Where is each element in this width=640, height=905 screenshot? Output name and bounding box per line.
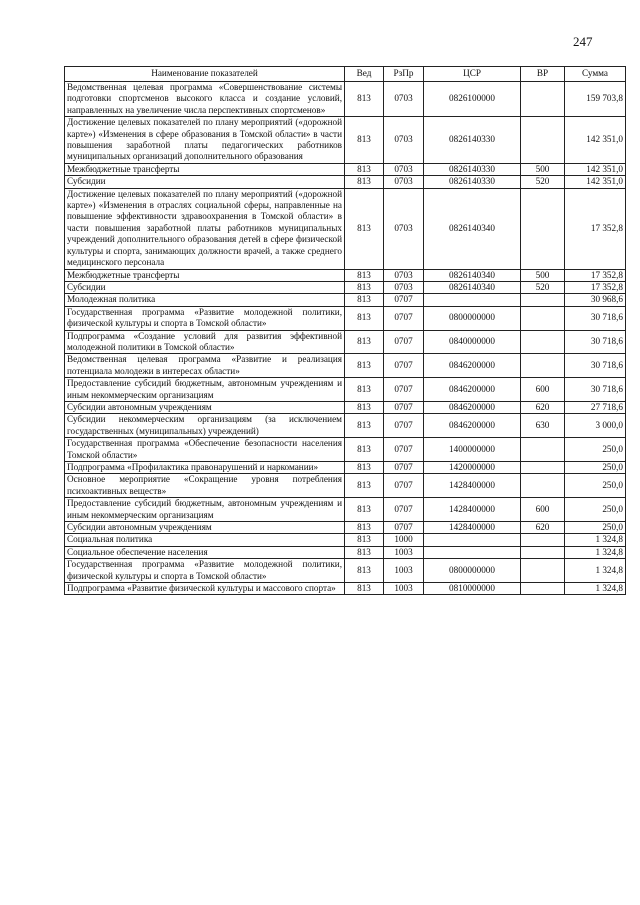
cell-rzpr: 0707 bbox=[384, 330, 424, 354]
cell-vr bbox=[521, 438, 565, 462]
cell-name: Подпрограмма «Профилактика правонарушений и наркомании» bbox=[65, 462, 345, 474]
table-row bbox=[65, 438, 626, 462]
cell-csr: 0826140340 bbox=[424, 188, 521, 269]
table-body bbox=[65, 82, 626, 595]
table-row bbox=[65, 82, 626, 117]
table-row bbox=[65, 281, 626, 293]
cell-sum: 142 351,0 bbox=[565, 117, 626, 164]
cell-sum: 30 718,6 bbox=[565, 378, 626, 402]
cell-ved: 813 bbox=[345, 117, 384, 164]
cell-csr bbox=[424, 534, 521, 546]
cell-csr: 0826140330 bbox=[424, 176, 521, 188]
cell-name: Межбюджетные трансферты bbox=[65, 269, 345, 281]
header-rzpr: РзПр bbox=[384, 67, 424, 82]
cell-vr bbox=[521, 583, 565, 595]
cell-vr bbox=[521, 559, 565, 583]
cell-rzpr: 0707 bbox=[384, 414, 424, 438]
cell-ved: 813 bbox=[345, 82, 384, 117]
table-row bbox=[65, 474, 626, 498]
cell-ved: 813 bbox=[345, 559, 384, 583]
budget-table bbox=[64, 66, 626, 595]
table-header-row bbox=[65, 67, 626, 82]
cell-csr: 0826100000 bbox=[424, 82, 521, 117]
cell-csr: 1428400000 bbox=[424, 522, 521, 534]
cell-sum: 27 718,6 bbox=[565, 401, 626, 413]
cell-name: Субсидии автономным учреждениям bbox=[65, 401, 345, 413]
cell-csr: 0826140330 bbox=[424, 117, 521, 164]
cell-rzpr: 0703 bbox=[384, 176, 424, 188]
cell-csr: 0846200000 bbox=[424, 354, 521, 378]
cell-csr: 0846200000 bbox=[424, 401, 521, 413]
cell-ved: 813 bbox=[345, 294, 384, 306]
cell-csr: 1428400000 bbox=[424, 474, 521, 498]
cell-ved: 813 bbox=[345, 438, 384, 462]
header-name: Наименование показателей bbox=[65, 67, 345, 82]
cell-rzpr: 0703 bbox=[384, 188, 424, 269]
cell-vr bbox=[521, 188, 565, 269]
table-row bbox=[65, 583, 626, 595]
cell-sum: 30 968,6 bbox=[565, 294, 626, 306]
cell-vr bbox=[521, 462, 565, 474]
cell-ved: 813 bbox=[345, 269, 384, 281]
cell-rzpr: 1003 bbox=[384, 559, 424, 583]
cell-ved: 813 bbox=[345, 546, 384, 558]
cell-name: Государственная программа «Обеспечение безопасности населения Томской области» bbox=[65, 438, 345, 462]
table-row bbox=[65, 269, 626, 281]
cell-vr: 600 bbox=[521, 498, 565, 522]
cell-name: Межбюджетные трансферты bbox=[65, 163, 345, 175]
cell-name: Социальное обеспечение населения bbox=[65, 546, 345, 558]
cell-sum: 142 351,0 bbox=[565, 176, 626, 188]
cell-name: Подпрограмма «Создание условий для развития эффективной молодежной политики в Томской области» bbox=[65, 330, 345, 354]
table-row bbox=[65, 522, 626, 534]
cell-sum: 17 352,8 bbox=[565, 269, 626, 281]
cell-csr: 1400000000 bbox=[424, 438, 521, 462]
cell-name: Подпрограмма «Развитие физической культуры и массового спорта» bbox=[65, 583, 345, 595]
cell-vr bbox=[521, 474, 565, 498]
cell-rzpr: 1003 bbox=[384, 583, 424, 595]
cell-sum: 250,0 bbox=[565, 438, 626, 462]
cell-sum: 1 324,8 bbox=[565, 559, 626, 583]
header-vr: ВР bbox=[521, 67, 565, 82]
cell-ved: 813 bbox=[345, 414, 384, 438]
cell-ved: 813 bbox=[345, 474, 384, 498]
cell-vr: 500 bbox=[521, 269, 565, 281]
cell-csr bbox=[424, 294, 521, 306]
cell-name: Достижение целевых показателей по плану мероприятий («дорожной карте») «Изменения в отраслях социальной сферы, направленные на повышение эффективности здравоохранения в Томской области» в части повышения заработной платы работников муниципальных учреждений дополнительного образования детей в сфере физической культуры и спорта, занимающих должности врачей, а также среднего медицинского персонала bbox=[65, 188, 345, 269]
cell-csr: 0800000000 bbox=[424, 306, 521, 330]
cell-csr: 0826140340 bbox=[424, 281, 521, 293]
cell-sum: 159 703,8 bbox=[565, 82, 626, 117]
cell-sum: 17 352,8 bbox=[565, 281, 626, 293]
cell-rzpr: 0707 bbox=[384, 498, 424, 522]
cell-rzpr: 0703 bbox=[384, 281, 424, 293]
cell-ved: 813 bbox=[345, 378, 384, 402]
cell-csr: 0826140330 bbox=[424, 163, 521, 175]
header-ved: Вед bbox=[345, 67, 384, 82]
table-row bbox=[65, 354, 626, 378]
header-csr: ЦСР bbox=[424, 67, 521, 82]
cell-sum: 142 351,0 bbox=[565, 163, 626, 175]
cell-csr: 1420000000 bbox=[424, 462, 521, 474]
cell-vr bbox=[521, 117, 565, 164]
cell-csr: 0800000000 bbox=[424, 559, 521, 583]
cell-sum: 30 718,6 bbox=[565, 330, 626, 354]
cell-sum: 3 000,0 bbox=[565, 414, 626, 438]
table-row bbox=[65, 534, 626, 546]
cell-rzpr: 0707 bbox=[384, 401, 424, 413]
cell-vr: 620 bbox=[521, 401, 565, 413]
cell-name: Молодежная политика bbox=[65, 294, 345, 306]
cell-vr bbox=[521, 82, 565, 117]
cell-name: Основное мероприятие «Сокращение уровня потребления психоактивных веществ» bbox=[65, 474, 345, 498]
cell-vr: 620 bbox=[521, 522, 565, 534]
cell-sum: 250,0 bbox=[565, 498, 626, 522]
cell-ved: 813 bbox=[345, 401, 384, 413]
cell-vr bbox=[521, 306, 565, 330]
cell-ved: 813 bbox=[345, 462, 384, 474]
cell-sum: 250,0 bbox=[565, 522, 626, 534]
cell-csr: 0826140340 bbox=[424, 269, 521, 281]
cell-rzpr: 0707 bbox=[384, 306, 424, 330]
cell-sum: 1 324,8 bbox=[565, 583, 626, 595]
cell-ved: 813 bbox=[345, 330, 384, 354]
cell-name: Ведомственная целевая программа «Развитие и реализация потенциала молодежи в интересах области» bbox=[65, 354, 345, 378]
table-row bbox=[65, 330, 626, 354]
cell-sum: 250,0 bbox=[565, 474, 626, 498]
cell-rzpr: 0707 bbox=[384, 438, 424, 462]
cell-name: Государственная программа «Развитие молодежной политики, физической культуры и спорта в Томской области» bbox=[65, 306, 345, 330]
cell-rzpr: 0703 bbox=[384, 82, 424, 117]
table-row bbox=[65, 188, 626, 269]
cell-ved: 813 bbox=[345, 163, 384, 175]
cell-name: Субсидии некоммерческим организациям (за исключением государственных (муниципальных) учреждений) bbox=[65, 414, 345, 438]
table-row bbox=[65, 498, 626, 522]
table-row bbox=[65, 378, 626, 402]
cell-vr bbox=[521, 330, 565, 354]
table-row bbox=[65, 294, 626, 306]
cell-ved: 813 bbox=[345, 188, 384, 269]
cell-name: Предоставление субсидий бюджетным, автономным учреждениям и иным некоммерческим организациям bbox=[65, 498, 345, 522]
table-row bbox=[65, 546, 626, 558]
cell-csr bbox=[424, 546, 521, 558]
cell-csr: 0840000000 bbox=[424, 330, 521, 354]
cell-name: Социальная политика bbox=[65, 534, 345, 546]
cell-sum: 30 718,6 bbox=[565, 354, 626, 378]
cell-sum: 30 718,6 bbox=[565, 306, 626, 330]
cell-rzpr: 0703 bbox=[384, 117, 424, 164]
cell-name: Субсидии автономным учреждениям bbox=[65, 522, 345, 534]
cell-vr bbox=[521, 534, 565, 546]
cell-csr: 0846200000 bbox=[424, 414, 521, 438]
cell-vr bbox=[521, 354, 565, 378]
cell-name: Субсидии bbox=[65, 281, 345, 293]
cell-ved: 813 bbox=[345, 354, 384, 378]
cell-ved: 813 bbox=[345, 534, 384, 546]
cell-rzpr: 0707 bbox=[384, 354, 424, 378]
cell-csr: 0810000000 bbox=[424, 583, 521, 595]
cell-rzpr: 0707 bbox=[384, 522, 424, 534]
cell-rzpr: 0703 bbox=[384, 269, 424, 281]
cell-name: Предоставление субсидий бюджетным, автономным учреждениям и иным некоммерческим организациям bbox=[65, 378, 345, 402]
cell-rzpr: 0703 bbox=[384, 163, 424, 175]
cell-sum: 1 324,8 bbox=[565, 534, 626, 546]
cell-csr: 0846200000 bbox=[424, 378, 521, 402]
cell-name: Субсидии bbox=[65, 176, 345, 188]
cell-ved: 813 bbox=[345, 176, 384, 188]
table-row bbox=[65, 559, 626, 583]
cell-vr: 520 bbox=[521, 281, 565, 293]
table-row bbox=[65, 176, 626, 188]
cell-sum: 1 324,8 bbox=[565, 546, 626, 558]
cell-ved: 813 bbox=[345, 498, 384, 522]
cell-vr: 600 bbox=[521, 378, 565, 402]
cell-vr bbox=[521, 294, 565, 306]
cell-sum: 17 352,8 bbox=[565, 188, 626, 269]
table-row bbox=[65, 117, 626, 164]
cell-vr: 630 bbox=[521, 414, 565, 438]
table-row bbox=[65, 306, 626, 330]
cell-name: Ведомственная целевая программа «Совершенствование системы подготовки спортсменов высокого класса и создание условий, направленных на увеличение числа перспективных спортсменов» bbox=[65, 82, 345, 117]
table-row bbox=[65, 462, 626, 474]
cell-vr: 520 bbox=[521, 176, 565, 188]
cell-sum: 250,0 bbox=[565, 462, 626, 474]
cell-ved: 813 bbox=[345, 306, 384, 330]
cell-vr bbox=[521, 546, 565, 558]
cell-vr: 500 bbox=[521, 163, 565, 175]
table-row bbox=[65, 163, 626, 175]
cell-rzpr: 1003 bbox=[384, 546, 424, 558]
cell-ved: 813 bbox=[345, 522, 384, 534]
cell-rzpr: 0707 bbox=[384, 378, 424, 402]
page-number: 247 bbox=[573, 34, 593, 49]
table-row bbox=[65, 401, 626, 413]
table-row bbox=[65, 414, 626, 438]
cell-rzpr: 0707 bbox=[384, 462, 424, 474]
cell-ved: 813 bbox=[345, 281, 384, 293]
cell-rzpr: 0707 bbox=[384, 294, 424, 306]
cell-ved: 813 bbox=[345, 583, 384, 595]
cell-name: Достижение целевых показателей по плану мероприятий («дорожной карте») «Изменения в сфере образования в Томской области» в части повышения заработной платы педагогических работников муниципальных организаций дополнительного образования bbox=[65, 117, 345, 164]
header-sum: Сумма bbox=[565, 67, 626, 82]
cell-name: Государственная программа «Развитие молодежной политики, физической культуры и спорта в Томской области» bbox=[65, 559, 345, 583]
cell-rzpr: 0707 bbox=[384, 474, 424, 498]
cell-rzpr: 1000 bbox=[384, 534, 424, 546]
cell-csr: 1428400000 bbox=[424, 498, 521, 522]
